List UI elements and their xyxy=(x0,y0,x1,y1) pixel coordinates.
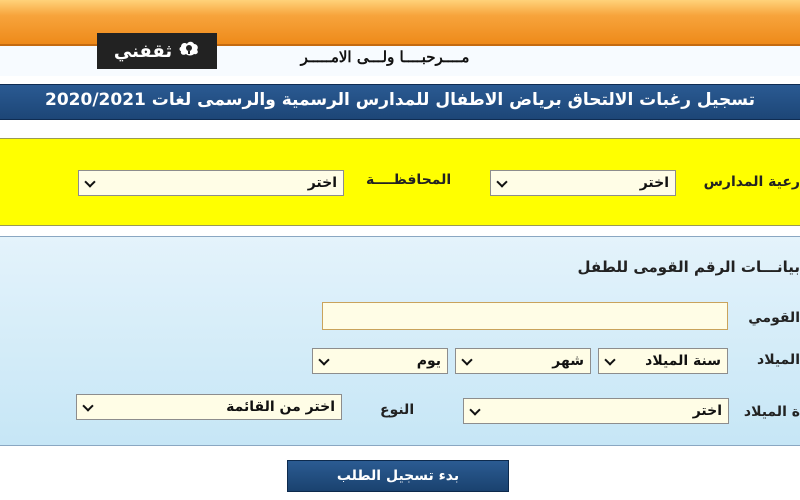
welcome-text: مــــرحبــــا ولـــى الامـــــر xyxy=(300,48,470,66)
site-logo xyxy=(97,33,217,69)
chevron-down-icon xyxy=(605,356,615,366)
gender-label: النوع xyxy=(380,402,415,418)
school-type-select[interactable]: اختر xyxy=(490,170,676,196)
national-id-input[interactable] xyxy=(322,302,728,330)
birth-month-select[interactable]: شهر xyxy=(455,348,591,374)
governorate-select[interactable]: اختر xyxy=(78,170,344,196)
logo-text: ثقفني xyxy=(113,40,173,62)
birth-date-label: الميلاد xyxy=(757,352,800,368)
child-data-heading: بيانـــات الرقم القومى للطفل xyxy=(577,258,800,276)
chevron-down-icon xyxy=(462,356,472,366)
gender-select[interactable]: اختر من القائمة xyxy=(76,394,342,420)
chevron-down-icon xyxy=(83,402,93,412)
birth-year-select[interactable]: سنة الميلاد xyxy=(598,348,728,374)
start-registration-button[interactable]: بدء تسجيل الطلب xyxy=(287,460,509,492)
chevron-down-icon xyxy=(319,356,329,366)
chevron-down-icon xyxy=(470,406,480,416)
national-id-label: القومي xyxy=(748,310,800,326)
lightbulb-icon xyxy=(178,38,200,65)
chevron-down-icon xyxy=(497,178,507,188)
birth-place-select[interactable]: اختر xyxy=(463,398,729,424)
birth-place-label: ة الميلاد xyxy=(743,404,800,420)
school-type-label: رعية المدارس xyxy=(703,174,800,190)
chevron-down-icon xyxy=(85,178,95,188)
governorate-label: المحافظــــة xyxy=(366,172,452,188)
birth-day-select[interactable]: يوم xyxy=(312,348,448,374)
page-title: تسجيل رغبات الالتحاق برياض الاطفال للمدارس الرسمية والرسمى لغات 2020/2021 xyxy=(45,90,755,110)
